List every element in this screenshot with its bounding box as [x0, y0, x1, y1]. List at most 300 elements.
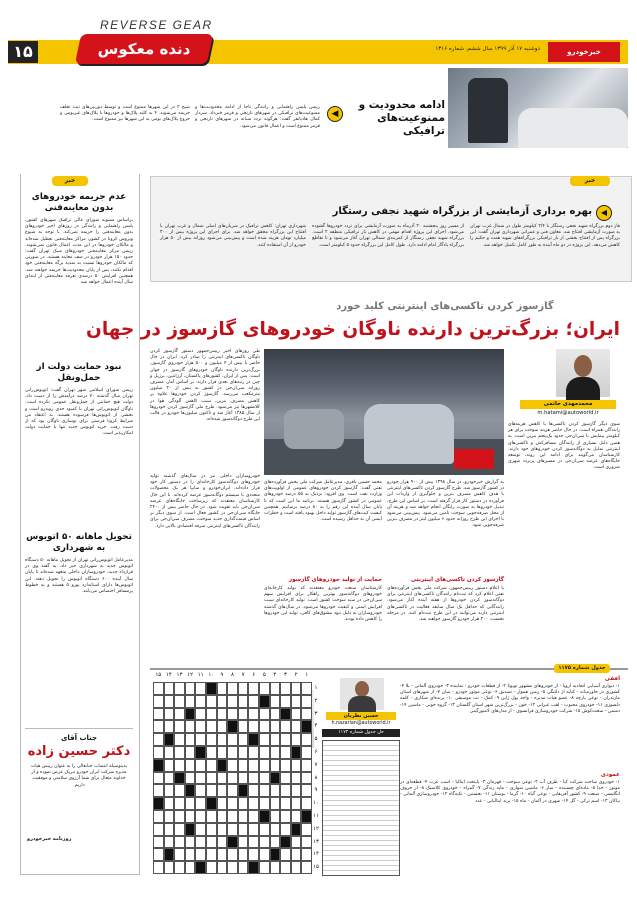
crossword-cell[interactable] — [238, 836, 249, 849]
crossword-cell[interactable] — [174, 759, 185, 772]
left-body-1: براساس مصوبه شورای عالی ترافیک شهرهای کشور، پلیس راهنمایی و رانندگی در روزهای اخیر خودروهای بدون معاینه‌فنی را جریمه نمی‌کند. با توجه به شیوع ویروس کرونا در کشور، مراکز معاینه‌فنی تعطیل شده‌اند و مالکان خودروها در این مدت اعمال قانون نمی‌شوند. رییس مرکز معاینه‌فنی خودروهای سبک تهران گفت: حدود ۱۵۰ هزار خودرو در صف معاینه هستند. در صورتی که مالکان خودروها نسبت به تمدید برگه معاینه‌فنی خود اقدام نکنند، پس از پایان محدودیت‌ها جریمه خواهند شد. همچنین افزایش ۵۰ درصدی تعرفه معاینه‌فنی از ابتدای سال آینده اعمال خواهد شد. — [25, 218, 134, 286]
crossword-cell — [217, 759, 228, 772]
reverse-gear-label: REVERSE GEAR — [100, 18, 213, 32]
crossword-cell[interactable] — [195, 733, 206, 746]
crossword-cell[interactable] — [195, 810, 206, 823]
crossword-cell — [164, 733, 175, 746]
crossword-cell[interactable] — [217, 720, 228, 733]
crossword-cell[interactable] — [153, 695, 164, 708]
crossword-cell[interactable] — [164, 682, 175, 695]
crossword-cell[interactable] — [174, 695, 185, 708]
crossword-cell[interactable] — [206, 810, 217, 823]
crossword-column-number: ۴ — [273, 672, 277, 678]
crossword-cell — [248, 861, 259, 874]
crossword-column-number: ۱۲ — [187, 672, 194, 678]
crossword-cell[interactable] — [248, 797, 259, 810]
crossword-cell — [291, 823, 302, 836]
crossword-cell[interactable] — [153, 861, 164, 874]
crossword-cell[interactable] — [291, 682, 302, 695]
solution-grid — [322, 740, 400, 876]
clues-vertical-label: عمودی — [600, 772, 620, 778]
crossword-cell[interactable] — [195, 720, 206, 733]
crossword-cell[interactable] — [185, 759, 196, 772]
crossword-cell[interactable] — [227, 823, 238, 836]
bahrebardari-tag: خبر — [570, 176, 610, 186]
solution-tag: حل جدول شماره ۱۱۷۴ — [322, 729, 400, 737]
crossword-cell[interactable] — [174, 861, 185, 874]
crossword-cell[interactable] — [227, 848, 238, 861]
crossword-cell[interactable] — [206, 759, 217, 772]
crossword-row-number: ۱۱ — [313, 813, 319, 819]
crossword-cell[interactable] — [174, 810, 185, 823]
crossword-cell[interactable] — [280, 772, 291, 785]
bahrebardari-arrow-icon: ◀ — [596, 205, 612, 221]
crossword-cell[interactable] — [206, 823, 217, 836]
crossword-cell — [248, 733, 259, 746]
crossword-cell[interactable] — [248, 823, 259, 836]
crossword-cell[interactable] — [291, 848, 302, 861]
crossword-cell[interactable] — [206, 772, 217, 785]
crossword-cell[interactable] — [248, 810, 259, 823]
crossword-cell[interactable] — [217, 772, 228, 785]
crossword-row-number: ۹ — [314, 787, 318, 794]
left-divider — [25, 728, 133, 729]
brand-logo: خبرخودرو — [548, 42, 620, 62]
crossword-cell[interactable] — [153, 746, 164, 759]
crossword-cell — [301, 810, 312, 823]
crossword-cell[interactable] — [259, 733, 270, 746]
crossword-cell[interactable] — [259, 861, 270, 874]
crossword-cell[interactable] — [259, 797, 270, 810]
crossword-cell[interactable] — [301, 733, 312, 746]
crossword-row-number: ۸ — [314, 774, 318, 781]
crossword-cell[interactable] — [217, 784, 228, 797]
crossword-cell[interactable] — [238, 746, 249, 759]
crossword-cell[interactable] — [270, 708, 281, 721]
crossword-column-number: ۵ — [262, 672, 266, 678]
crossword-cell[interactable] — [248, 746, 259, 759]
crossword-cell[interactable] — [217, 848, 228, 861]
crossword-cell[interactable] — [291, 708, 302, 721]
crossword-cell[interactable] — [153, 720, 164, 733]
crossword-cell[interactable] — [291, 797, 302, 810]
crossword-cell[interactable] — [195, 797, 206, 810]
left-headline-3: تحویل ماهانه ۵۰ اتوبوس به شهرداری — [26, 532, 132, 553]
crossword-column-number: ۱۰ — [208, 672, 215, 678]
crossword-cell[interactable] — [185, 861, 196, 874]
crossword-cell[interactable] — [270, 746, 281, 759]
crossword-cell[interactable] — [174, 708, 185, 721]
crossword-cell — [227, 720, 238, 733]
crossword-cell — [185, 823, 196, 836]
crossword-author-name: حسین نظربان — [326, 712, 396, 720]
crossword-cell[interactable] — [270, 784, 281, 797]
crossword-cell[interactable] — [270, 823, 281, 836]
crossword-cell[interactable] — [238, 797, 249, 810]
crossword-column-number: ۷ — [241, 672, 245, 678]
left-body-3: مدیرعامل اتوبوس‌رانی تهران از تحویل ماهانه ۵۰ دستگاه اتوبوس جدید به شهرداری خبر داد. به گفته وی در قرارداد جدید، خودروسازان داخلی متعهد شده‌اند تا پایان سال آینده ۶۰۰ دستگاه اتوبوس را تحویل دهند. این اتوبوس‌ها دارای استاندارد یورو ۵ هستند و به خطوط پرمسافر اختصاص می‌یابند. — [25, 558, 134, 595]
crossword-cell[interactable] — [164, 810, 175, 823]
crossword-cell[interactable] — [259, 836, 270, 849]
crossword-cell[interactable] — [301, 682, 312, 695]
crossword-cell[interactable] — [259, 746, 270, 759]
crossword-cell[interactable] — [164, 861, 175, 874]
crossword-cell[interactable] — [238, 759, 249, 772]
crossword-cell[interactable] — [270, 720, 281, 733]
crossword-cell[interactable] — [301, 746, 312, 759]
crossword-row-number: ۱۲ — [313, 825, 319, 832]
crossword-cell[interactable] — [238, 772, 249, 785]
top-story-arrow-icon: ◀ — [327, 106, 343, 122]
dateline: دوشنبه ۱۷ آذر ۱۳۹۹ سال ششم. شماره ۱۳۱۶ — [435, 46, 540, 52]
crossword-cell[interactable] — [280, 797, 291, 810]
crossword-row-number: ۴ — [314, 723, 318, 730]
crossword-cell[interactable] — [280, 682, 291, 695]
crossword-cell[interactable] — [280, 784, 291, 797]
crossword-cell[interactable] — [185, 848, 196, 861]
crossword-cell[interactable] — [301, 759, 312, 772]
crossword-cell[interactable] — [206, 695, 217, 708]
crossword-cell[interactable] — [195, 848, 206, 861]
crossword-column-number: ۱۴ — [165, 672, 172, 678]
page-number: ۱۵ — [8, 41, 38, 63]
crossword-cell[interactable] — [238, 708, 249, 721]
crossword-cell[interactable] — [195, 784, 206, 797]
bahrebardari-title: بهره برداری آزمایشی از بزرگراه شهید نجفی رستگار — [332, 206, 592, 217]
crossword-cell[interactable] — [270, 682, 281, 695]
crossword-cell[interactable] — [280, 848, 291, 861]
crossword-cell[interactable] — [291, 772, 302, 785]
crossword-cell — [174, 772, 185, 785]
crossword-cell[interactable] — [291, 784, 302, 797]
crossword-cell[interactable] — [153, 772, 164, 785]
crossword-cell[interactable] — [259, 772, 270, 785]
crossword-grid[interactable] — [153, 682, 313, 878]
crossword-cell[interactable] — [280, 810, 291, 823]
crossword-cell[interactable] — [280, 733, 291, 746]
crossword-cell[interactable] — [291, 759, 302, 772]
ad-body: بدینوسیله انتصاب جنابعالی را به عنوان رییس هیات مدیره شرکت ایران خودرو تبریک عرض نموده و از خداوند متعال برای شما آرزوی سلامتی و موفقیت داریم. — [30, 764, 128, 788]
crossword-cell[interactable] — [185, 720, 196, 733]
crossword-cell — [280, 836, 291, 849]
crossword-cell[interactable] — [248, 682, 259, 695]
crossword-cell[interactable] — [217, 861, 228, 874]
crossword-cell[interactable] — [259, 848, 270, 861]
crossword-cell[interactable] — [227, 733, 238, 746]
top-story-title: ادامه محدودیت و ممنوعیت‌های ترافیکی — [358, 99, 445, 137]
crossword-cell[interactable] — [153, 836, 164, 849]
crossword-cell[interactable] — [206, 861, 217, 874]
crossword-cell[interactable] — [153, 733, 164, 746]
crossword-row-number: ۱ — [314, 685, 318, 691]
crossword-cell[interactable] — [206, 848, 217, 861]
crossword-cell[interactable] — [174, 797, 185, 810]
crossword-cell[interactable] — [248, 708, 259, 721]
left-body-2: رییس شورای اسلامی شهر تهران گفت: اتوبوس‌رانی تهران سال گذشته ۷۰ درصد درآمدش را از دست داد. دولت هیچ حمایتی از حمل‌ونقل عمومی نکرده است. ناوگان اتوبوس‌رانی تهران با کمبود جدی روبه‌رو است و بخشی از اتوبوس‌ها فرسوده هستند. به اعتقاد من شرایط کرونا فرصتی برای نوسازی ناوگان بود که از دست رفت. خرید اتوبوس جدید تنها با حمایت دولت امکان‌پذیر است. — [25, 388, 133, 437]
crossword-column-number: ۳ — [284, 672, 287, 678]
crossword-cell[interactable] — [238, 695, 249, 708]
crossword-cell[interactable] — [280, 823, 291, 836]
crossword-cell[interactable] — [174, 746, 185, 759]
crossword-cell[interactable] — [217, 810, 228, 823]
main-story-photo — [264, 349, 504, 475]
main-subhead-2: حمایت از تولید خودروهای گازسوز — [288, 577, 382, 583]
main-col-a: به گزارش خبرخودرو، در سال ۱۳۹۸ بیش از ۹۰۰ هزار خودرو در کشور گازسوز شد. طرح گازسوز کردن تاکسی‌های اینترنتی با هدف کاهش مصرف بنزین و جلوگیری از واردات این فرآورده در دستور کار قرار گرفته است. بر اساس این طرح، تبدیل خودروها به صورت رایگان انجام خواهد شد و هزینه آن از محل صرفه‌جویی سوخت تامین می‌شود. پیش‌بینی می‌شود با اجرای این طرح روزانه حدود ۶ میلیون لیتر در مصرف بنزین صرفه‌جویی شود. — [387, 480, 504, 529]
crossword-cell[interactable] — [206, 836, 217, 849]
crossword-cell[interactable] — [206, 720, 217, 733]
left-column-tag: خبر — [52, 176, 88, 186]
bahrebardari-col-1: فاز دوم بزرگراه شهید نجفی رستگار با ۲/۴ کیلومتر طول در شمال غرب تهران به صورت آزمایشی افتتاح شد. معاون فنی و عمرانی شهرداری تهران گفت: این بزرگراه پس از افتتاح بخشی از بار ترافیکی بزرگراه‌های شهید همت و حکیم را کاهش می‌دهد. این پروژه در دو ماه آینده به طور کامل تکمیل خواهد شد. — [470, 224, 621, 248]
crossword-cell[interactable] — [270, 695, 281, 708]
crossword-cell[interactable] — [153, 823, 164, 836]
crossword-cell[interactable] — [164, 708, 175, 721]
section-logo: دنده معکوس — [75, 34, 213, 64]
author-email: m.hatami@autoworld.ir — [537, 410, 599, 416]
crossword-cell — [259, 810, 270, 823]
main-mid-text: خودروسازان داخلی نیز در سال‌های گذشته تولید خودروهای دوگانه‌سوز کارخانه‌ای را در دستور کار خود قرار داده‌اند. ایران‌خودرو و سایپا هر یک محصولات متعددی با سیستم دوگانه‌سوز عرضه کرده‌اند. با این حال کارشناسان معتقدند که زیرساخت جایگاه‌های عرضه سی‌ان‌جی باید تقویت شود. در حال حاضر بیش از ۲۴۰۰ جایگاه سی‌ان‌جی در کشور فعال است. از سوی دیگر بر اساس قیمت‌گذاری جدید سوخت، مصرف سی‌ان‌جی برای رانندگان تاکسی‌های اینترنتی صرفه اقتصادی بالایی دارد. — [150, 474, 260, 529]
bahrebardari-col-2: از مسیر روز پنجشنبه ۲۰ آذرماه به صورت آزمایشی برای تردد خودروها گشوده می‌شود. اجرای این پروژه اقدام مهمی در کاهش بار ترافیکی منطقه ۲ است. بزرگراه شهید نجفی رستگار از کمربندی شمالی تهران آغاز می‌شود و تا تقاطع بزرگراه یادگار امام ادامه دارد. طول کامل این بزرگراه حدود ۵ کیلومتر است. — [312, 224, 464, 248]
crossword-cell[interactable] — [280, 861, 291, 874]
crossword-cell[interactable] — [227, 861, 238, 874]
crossword-row-number: ۷ — [314, 761, 318, 768]
crossword-cell[interactable] — [153, 708, 164, 721]
left-headline-2: نبود حمایت دولت از حمل‌ونقل — [36, 362, 122, 383]
crossword-cell[interactable] — [280, 746, 291, 759]
crossword-cell[interactable] — [164, 759, 175, 772]
crossword-cell — [206, 797, 217, 810]
crossword-cell[interactable] — [280, 759, 291, 772]
crossword-cell[interactable] — [238, 861, 249, 874]
crossword-cell[interactable] — [217, 695, 228, 708]
crossword-cell[interactable] — [248, 836, 259, 849]
clues-horizontal-label: افقی — [604, 676, 620, 682]
crossword-cell[interactable] — [248, 759, 259, 772]
crossword-cell — [270, 848, 281, 861]
crossword-cell[interactable] — [301, 784, 312, 797]
crossword-cell[interactable] — [238, 733, 249, 746]
author-name: محمدمهدی حاتمی — [520, 400, 616, 409]
crossword-cell[interactable] — [238, 682, 249, 695]
crossword-cell[interactable] — [174, 682, 185, 695]
main-col-d: کارشناسان صنعت خودرو معتقدند که تولید کارخانه‌ای خودروهای دوگانه‌سوز بهترین راهکار برای افزایش سهم سی‌ان‌جی در سبد سوخت کشور است. تولید کارخانه‌ای سبب افزایش ایمنی و کیفیت خودروها می‌شود. در سال‌های گذشته خودروسازان به دلیل نبود مشوق‌های کافی، تولید این خودروها را کاهش داده بودند. — [264, 586, 382, 623]
crossword-cell[interactable] — [270, 861, 281, 874]
crossword-cell[interactable] — [164, 772, 175, 785]
crossword-cell[interactable] — [185, 810, 196, 823]
crossword-cell[interactable] — [270, 733, 281, 746]
crossword-cell[interactable] — [174, 823, 185, 836]
crossword-row-number: ۱۵ — [313, 864, 319, 871]
crossword-cell[interactable] — [227, 708, 238, 721]
crossword-cell[interactable] — [164, 720, 175, 733]
crossword-cell[interactable] — [164, 784, 175, 797]
crossword-cell[interactable] — [301, 797, 312, 810]
crossword-cell — [195, 746, 206, 759]
crossword-cell[interactable] — [195, 823, 206, 836]
crossword-cell[interactable] — [227, 797, 238, 810]
crossword-cell[interactable] — [217, 836, 228, 849]
crossword-column-number: ۱۵ — [155, 672, 162, 678]
main-title: ایران؛ بزرگ‌ترین دارنده ناوگان خودروهای گازسوز در جهان — [86, 319, 620, 340]
crossword-cell — [185, 784, 196, 797]
crossword-cell — [206, 682, 217, 695]
main-intro: طی روزهای اخیر رییس‌جمهور دستور گازسوز کردن ناوگان تاکسی‌های اینترنتی را صادر کرد. ایران در حال حاضر با بیش از ۴ میلیون و ۵۰۰ هزار خودروی گازسوز، بزرگ‌ترین دارنده ناوگان خودروهای گازسوز در جهان است. پس از ایران، کشورهای پاکستان، آرژانتین، برزیل و چین در رتبه‌های بعدی قرار دارند. بر اساس آمار، مصرف روزانه سی‌ان‌جی در کشور به بیش از ۲۰ میلیون مترمکعب می‌رسد. گازسوز کردن خودروها علاوه بر کاهش مصرف بنزین، سبب کاهش آلودگی هوا در کلانشهرها نیز می‌شود. طرح ملی گازسوز کردن خودروها از سال ۱۳۸۵ آغاز شد و تاکنون میلیون‌ها خودرو در قالب این طرح دوگانه‌سوز شده‌اند. — [150, 349, 260, 423]
crossword-cell — [185, 708, 196, 721]
crossword-cell[interactable] — [174, 836, 185, 849]
bahrebardari-col-3: شهرداری تهران: کاهش ترافیک در شریان‌های اصلی شمال و غرب تهران با افتتاح این بزرگراه محقق خواهد شد. برای اجرای این پروژه بیش از ۳۰۰ میلیارد تومان هزینه شده است و پیش‌بینی می‌شود روزانه بیش از ۵۰ هزار خودرو از آن استفاده کنند. — [160, 224, 306, 248]
crossword-cell[interactable] — [185, 682, 196, 695]
left-headline-1: عدم جریمه خودروهای بدون معاینه‌فنی — [31, 192, 127, 213]
crossword-cell[interactable] — [195, 708, 206, 721]
crossword-cell[interactable] — [206, 733, 217, 746]
crossword-cell[interactable] — [195, 772, 206, 785]
crossword-cell[interactable] — [153, 784, 164, 797]
crossword-cell[interactable] — [291, 733, 302, 746]
crossword-author-email: h.nazarian@autoworld.ir — [331, 721, 391, 726]
crossword-cell[interactable] — [164, 746, 175, 759]
crossword-cell[interactable] — [259, 823, 270, 836]
crossword-cell[interactable] — [227, 759, 238, 772]
crossword-cell — [259, 695, 270, 708]
crossword-cell[interactable] — [301, 836, 312, 849]
crossword-row-number: ۳ — [314, 710, 318, 717]
crossword-cell[interactable] — [195, 682, 206, 695]
crossword-cell[interactable] — [227, 695, 238, 708]
crossword-row-number: ۱۳ — [313, 838, 319, 845]
crossword-cell[interactable] — [227, 682, 238, 695]
crossword-cell[interactable] — [238, 810, 249, 823]
crossword-row-number: ۵ — [314, 736, 318, 743]
crossword-cell[interactable] — [195, 836, 206, 849]
crossword-cell — [227, 836, 238, 849]
crossword-cell[interactable] — [217, 746, 228, 759]
ad-name: دکتر حسین زاده — [27, 744, 131, 759]
crossword-cell[interactable] — [291, 861, 302, 874]
crossword-cell[interactable] — [301, 772, 312, 785]
crossword-row-numbers — [312, 682, 320, 878]
author-photo — [556, 349, 610, 397]
crossword-cell[interactable] — [195, 695, 206, 708]
crossword-cell[interactable] — [217, 682, 228, 695]
crossword-cell[interactable] — [164, 797, 175, 810]
crossword-cell[interactable] — [270, 759, 281, 772]
crossword-cell[interactable] — [227, 810, 238, 823]
crossword-cell[interactable] — [259, 759, 270, 772]
main-col-c: با اعلام دستور رییس‌جمهور، شرکت ملی پخش فرآورده‌های نفتی اعلام کرد که ثبت‌نام رانندگان تاکسی‌های اینترنتی برای دوگانه‌سوز کردن خودروها از هفته آینده آغاز می‌شود. رانندگانی که حداقل یک سال سابقه فعالیت در تاکسی‌های اینترنتی دارند می‌توانند در این طرح ثبت‌نام کنند. در مرحله نخست، ۲۰۰ هزار خودرو گازسوز خواهند شد. — [387, 586, 504, 623]
crossword-cell[interactable] — [153, 810, 164, 823]
crossword-row-number: ۱۴ — [313, 851, 319, 858]
crossword-cell[interactable] — [301, 708, 312, 721]
crossword-row-number: ۲ — [314, 697, 318, 704]
crossword-cell[interactable] — [248, 772, 259, 785]
crossword-cell[interactable] — [227, 746, 238, 759]
crossword-cell[interactable] — [185, 836, 196, 849]
crossword-cell[interactable] — [259, 784, 270, 797]
crossword-cell — [238, 784, 249, 797]
crossword-cell[interactable] — [195, 759, 206, 772]
crossword-cell[interactable] — [259, 682, 270, 695]
crossword-cell[interactable] — [248, 695, 259, 708]
crossword-cell[interactable] — [248, 784, 259, 797]
crossword-column-number: ۶ — [252, 672, 256, 678]
crossword-cell[interactable] — [174, 784, 185, 797]
crossword-cell[interactable] — [291, 836, 302, 849]
crossword-row-number: ۶ — [314, 749, 318, 755]
crossword-cell[interactable] — [301, 695, 312, 708]
crossword-cell[interactable] — [185, 746, 196, 759]
crossword-cell[interactable] — [238, 848, 249, 861]
crossword-column-numbers — [153, 672, 313, 681]
crossword-cell[interactable] — [270, 836, 281, 849]
crossword-column-number: ۱۱ — [197, 672, 204, 678]
crossword-column-number: ۱ — [305, 672, 309, 678]
crossword-cell[interactable] — [291, 720, 302, 733]
crossword-cell[interactable] — [238, 823, 249, 836]
crossword-cell[interactable] — [227, 772, 238, 785]
crossword-cell — [270, 772, 281, 785]
crossword-cell[interactable] — [153, 848, 164, 861]
crossword-cell — [301, 720, 312, 733]
crossword-cell[interactable] — [280, 720, 291, 733]
main-subhead-1: گازسوز کردن تاکسی‌های اینترنتی — [410, 577, 504, 583]
crossword-cell[interactable] — [174, 733, 185, 746]
crossword-cell[interactable] — [238, 720, 249, 733]
crossword-cell — [164, 848, 175, 861]
crossword-cell[interactable] — [270, 810, 281, 823]
crossword-cell[interactable] — [248, 848, 259, 861]
crossword-cell[interactable] — [259, 720, 270, 733]
crossword-cell[interactable] — [248, 720, 259, 733]
crossword-cell[interactable] — [259, 708, 270, 721]
crossword-cell[interactable] — [185, 733, 196, 746]
crossword-cell[interactable] — [164, 823, 175, 836]
crossword-row-number: ۱۰ — [313, 800, 319, 807]
crossword-cell[interactable] — [227, 784, 238, 797]
crossword-cell[interactable] — [217, 708, 228, 721]
crossword-column-number: ۸ — [231, 672, 234, 678]
crossword-cell[interactable] — [217, 797, 228, 810]
crossword-cell[interactable] — [206, 746, 217, 759]
crossword-cell[interactable] — [164, 695, 175, 708]
crossword-cell[interactable] — [301, 861, 312, 874]
crossword-cell[interactable] — [301, 848, 312, 861]
crossword-cell[interactable] — [217, 823, 228, 836]
crossword-cell[interactable] — [280, 695, 291, 708]
crossword-column-number: ۱۳ — [176, 672, 183, 678]
crossword-cell[interactable] — [185, 695, 196, 708]
crossword-cell[interactable] — [217, 733, 228, 746]
main-col-b: محمد حسین باقری، مدیرعامل شرکت ملی پخش فرآورده‌های نفتی گفت: گازسوز کردن خودروهای عمومی از اولویت‌های وزارت نفت است. وی افزود: نزدیک به ۵۵ درصد خودروهای عمومی در کشور گازسوز هستند. برنامه ما این است که تا پایان سال آینده این رقم را به ۸۰ درصد برسانیم. همچنین کیفیت کیت‌های گازسوز تولید داخل بهبود یافته است و خطرات ایمنی آن به حداقل رسیده است. — [264, 480, 383, 523]
crossword-cell[interactable] — [206, 708, 217, 721]
crossword-cell[interactable] — [153, 682, 164, 695]
crossword-cell — [291, 746, 302, 759]
crossword-cell[interactable] — [185, 772, 196, 785]
ad-signature: روزنامه خبرخودرو — [27, 836, 72, 842]
main-right-column: سوی دیگر گازسوز کردن تاکسی‌ها با کاهش هزینه‌های رانندگان همراه است. در حال حاضر هزینه سوخت برای هر کیلومتر پیمایش با سی‌ان‌جی حدود یک‌پنجم بنزین است. به همین دلیل بسیاری از رانندگان مسافرکش و تاکسی‌های اینترنتی تمایل به دوگانه‌سوز کردن خودروهای خود دارند. کارشناسان می‌گویند برای ادامه این روند، توسعه جایگاه‌های عرضه سی‌ان‌جی در مسیرهای پرتردد شهری ضروری است. — [508, 422, 620, 471]
crossword-cell — [195, 861, 206, 874]
crossword-cell[interactable] — [291, 695, 302, 708]
crossword-cell[interactable] — [164, 836, 175, 849]
crossword-cell[interactable] — [174, 720, 185, 733]
crossword-cell[interactable] — [291, 810, 302, 823]
crossword-cell[interactable] — [270, 797, 281, 810]
clues-horizontal: ۱- دیواری آسیایی اتحادیه اروپا - از خودروهای مشهور تویوتا ۲- از قطعات خودرو - نماینده ۳- خودروی آلمانی - بلا ۴- کشوری در خاورمیانه - کنایه از دلتنگی ۵- زمین هموار - تصدیق ۶- نوعی موتور خودرو - بنیان ۷- از شهرهای استان مازندران - نوعی پارچه ۸- عضو هیات مدیره - واحد پول ژاپن ۹- کمک - نت موسیقی ۱۰- پرنده‌ای شکاری - کلمه دلسوزی ۱۱- خودروی محبوب - لقب عبرانی ۱۲- خون - بزرگ‌ترین شهر استان گلستان ۱۳- گروه خونی - ماشین ۱۴- دشمن - سخت‌کوش ۱۵- شرکت خودروسازی فرانسوی - از مدل‌های لامبورگینی — [400, 684, 620, 714]
crossword-column-number: ۹ — [220, 672, 224, 678]
crossword-cell[interactable] — [185, 797, 196, 810]
ad-salutation: جناب آقای — [60, 734, 98, 742]
crossword-cell[interactable] — [174, 848, 185, 861]
crossword-cell[interactable] — [206, 784, 217, 797]
crossword-cell[interactable] — [301, 823, 312, 836]
